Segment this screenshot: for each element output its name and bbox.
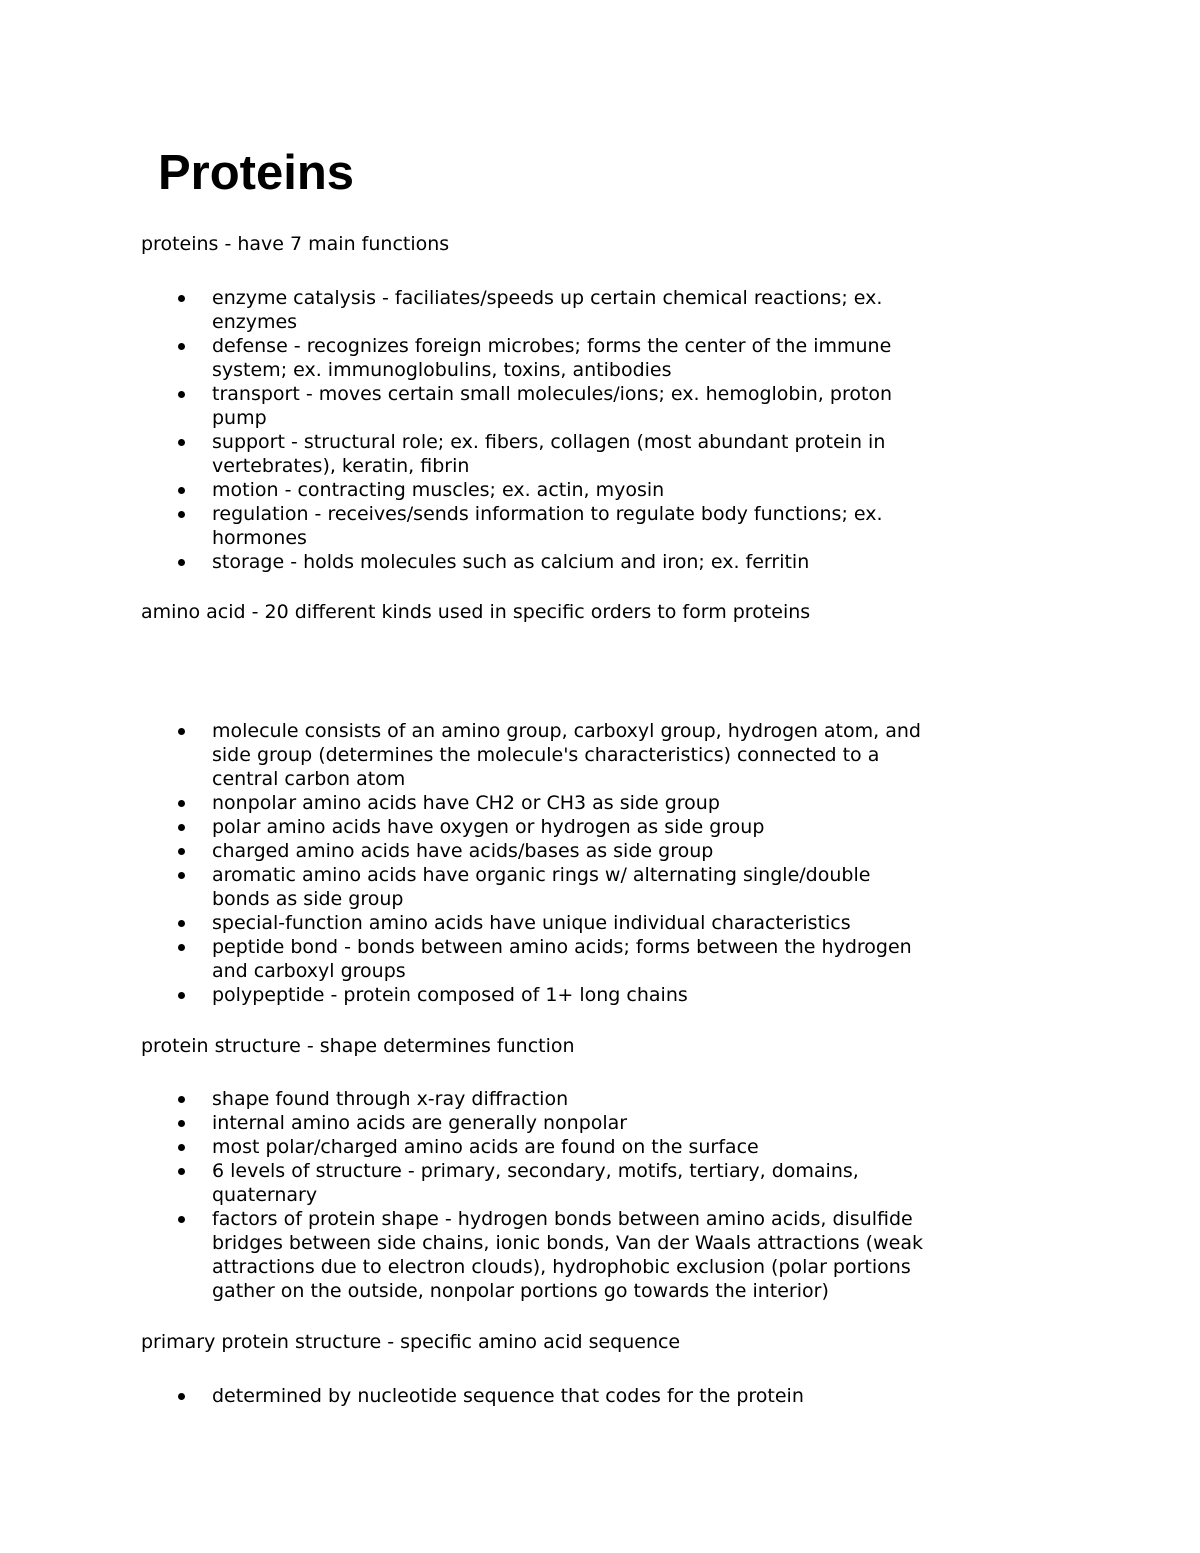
bullet-icon: [178, 1393, 185, 1400]
primary-structure-list: [141, 1384, 1061, 1408]
bullet-icon: [178, 559, 185, 566]
bullet-icon: [178, 824, 185, 831]
section-heading-primary-structure: primary protein structure - specific amino acid sequence: [141, 1331, 681, 1353]
functions-list: [141, 286, 1061, 574]
list-item-text: molecule consists of an amino group, carboxyl group, hydrogen atom, and: [212, 720, 921, 742]
list-item: [141, 815, 1061, 839]
list-item: [141, 839, 1061, 863]
list-item: [141, 983, 1061, 1007]
list-item: [141, 1207, 1061, 1303]
list-item: [141, 334, 1061, 382]
bullet-icon: [178, 1144, 185, 1151]
section-heading-amino-acid: amino acid - 20 different kinds used in specific orders to form proteins: [141, 601, 811, 623]
list-item-text: attractions due to electron clouds), hydrophobic exclusion (polar portions: [212, 1256, 911, 1278]
list-item-text: polar amino acids have oxygen or hydrogen as side group: [212, 816, 765, 838]
bullet-icon: [178, 391, 185, 398]
list-item-text: special-function amino acids have unique individual characteristics: [212, 912, 851, 934]
list-item-text: vertebrates), keratin, fibrin: [212, 455, 470, 477]
list-item: [141, 430, 1061, 478]
list-item: [141, 1135, 1061, 1159]
list-item-text: storage - holds molecules such as calcium and iron; ex. ferritin: [212, 551, 810, 573]
list-item-text: peptide bond - bonds between amino acids; forms between the hydrogen: [212, 936, 912, 958]
list-item: [141, 791, 1061, 815]
list-item: [141, 1111, 1061, 1135]
list-item-text: bridges between side chains, ionic bonds, Van der Waals attractions (weak: [212, 1232, 923, 1254]
list-item: [141, 1087, 1061, 1111]
bullet-icon: [178, 1120, 185, 1127]
list-item-text: pump: [212, 407, 267, 429]
list-item: [141, 911, 1061, 935]
list-item-text: hormones: [212, 527, 307, 549]
list-item-text: central carbon atom: [212, 768, 406, 790]
list-item-text: aromatic amino acids have organic rings w/ alternating single/double: [212, 864, 871, 886]
bullet-icon: [178, 295, 185, 302]
section-heading-proteins: proteins - have 7 main functions: [141, 233, 450, 255]
list-item: [141, 382, 1061, 430]
list-item: [141, 863, 1061, 911]
bullet-icon: [178, 1216, 185, 1223]
list-item-text: factors of protein shape - hydrogen bonds between amino acids, disulfide: [212, 1208, 913, 1230]
page-title: Proteins: [158, 146, 355, 200]
list-item-text: nonpolar amino acids have CH2 or CH3 as side group: [212, 792, 720, 814]
list-item-text: most polar/charged amino acids are found on the surface: [212, 1136, 759, 1158]
list-item-text: regulation - receives/sends information to regulate body functions; ex.: [212, 503, 883, 525]
bullet-icon: [178, 1096, 185, 1103]
list-item: [141, 286, 1061, 334]
list-item-text: enzyme catalysis - faciliates/speeds up certain chemical reactions; ex.: [212, 287, 883, 309]
bullet-icon: [178, 920, 185, 927]
section-heading-protein-structure: protein structure - shape determines function: [141, 1035, 575, 1057]
list-item-text: 6 levels of structure - primary, secondary, motifs, tertiary, domains,: [212, 1160, 859, 1182]
bullet-icon: [178, 992, 185, 999]
list-item: [141, 1159, 1061, 1207]
bullet-icon: [178, 872, 185, 879]
list-item-text: enzymes: [212, 311, 298, 333]
list-item: [141, 550, 1061, 574]
bullet-icon: [178, 944, 185, 951]
list-item-text: shape found through x-ray diffraction: [212, 1088, 569, 1110]
bullet-icon: [178, 487, 185, 494]
amino-acid-list: [141, 719, 1061, 1007]
bullet-icon: [178, 511, 185, 518]
structure-list: [141, 1087, 1061, 1303]
bullet-icon: [178, 728, 185, 735]
list-item-text: charged amino acids have acids/bases as side group: [212, 840, 714, 862]
list-item-text: system; ex. immunoglobulins, toxins, antibodies: [212, 359, 672, 381]
bullet-icon: [178, 1168, 185, 1175]
list-item: [141, 935, 1061, 983]
bullet-icon: [178, 439, 185, 446]
list-item-text: transport - moves certain small molecules/ions; ex. hemoglobin, proton: [212, 383, 893, 405]
list-item-text: side group (determines the molecule's characteristics) connected to a: [212, 744, 880, 766]
list-item: [141, 719, 1061, 791]
list-item-text: defense - recognizes foreign microbes; forms the center of the immune: [212, 335, 892, 357]
list-item: [141, 478, 1061, 502]
list-item-text: polypeptide - protein composed of 1+ long chains: [212, 984, 688, 1006]
list-item-text: gather on the outside, nonpolar portions go towards the interior): [212, 1280, 829, 1302]
list-item-text: determined by nucleotide sequence that codes for the protein: [212, 1385, 804, 1407]
list-item: [141, 502, 1061, 550]
list-item-text: internal amino acids are generally nonpolar: [212, 1112, 628, 1134]
list-item-text: and carboxyl groups: [212, 960, 406, 982]
list-item-text: support - structural role; ex. fibers, collagen (most abundant protein in: [212, 431, 886, 453]
bullet-icon: [178, 343, 185, 350]
list-item-text: quaternary: [212, 1184, 318, 1206]
bullet-icon: [178, 800, 185, 807]
bullet-icon: [178, 848, 185, 855]
list-item-text: motion - contracting muscles; ex. actin, myosin: [212, 479, 665, 501]
list-item-text: bonds as side group: [212, 888, 404, 910]
list-item: [141, 1384, 1061, 1408]
